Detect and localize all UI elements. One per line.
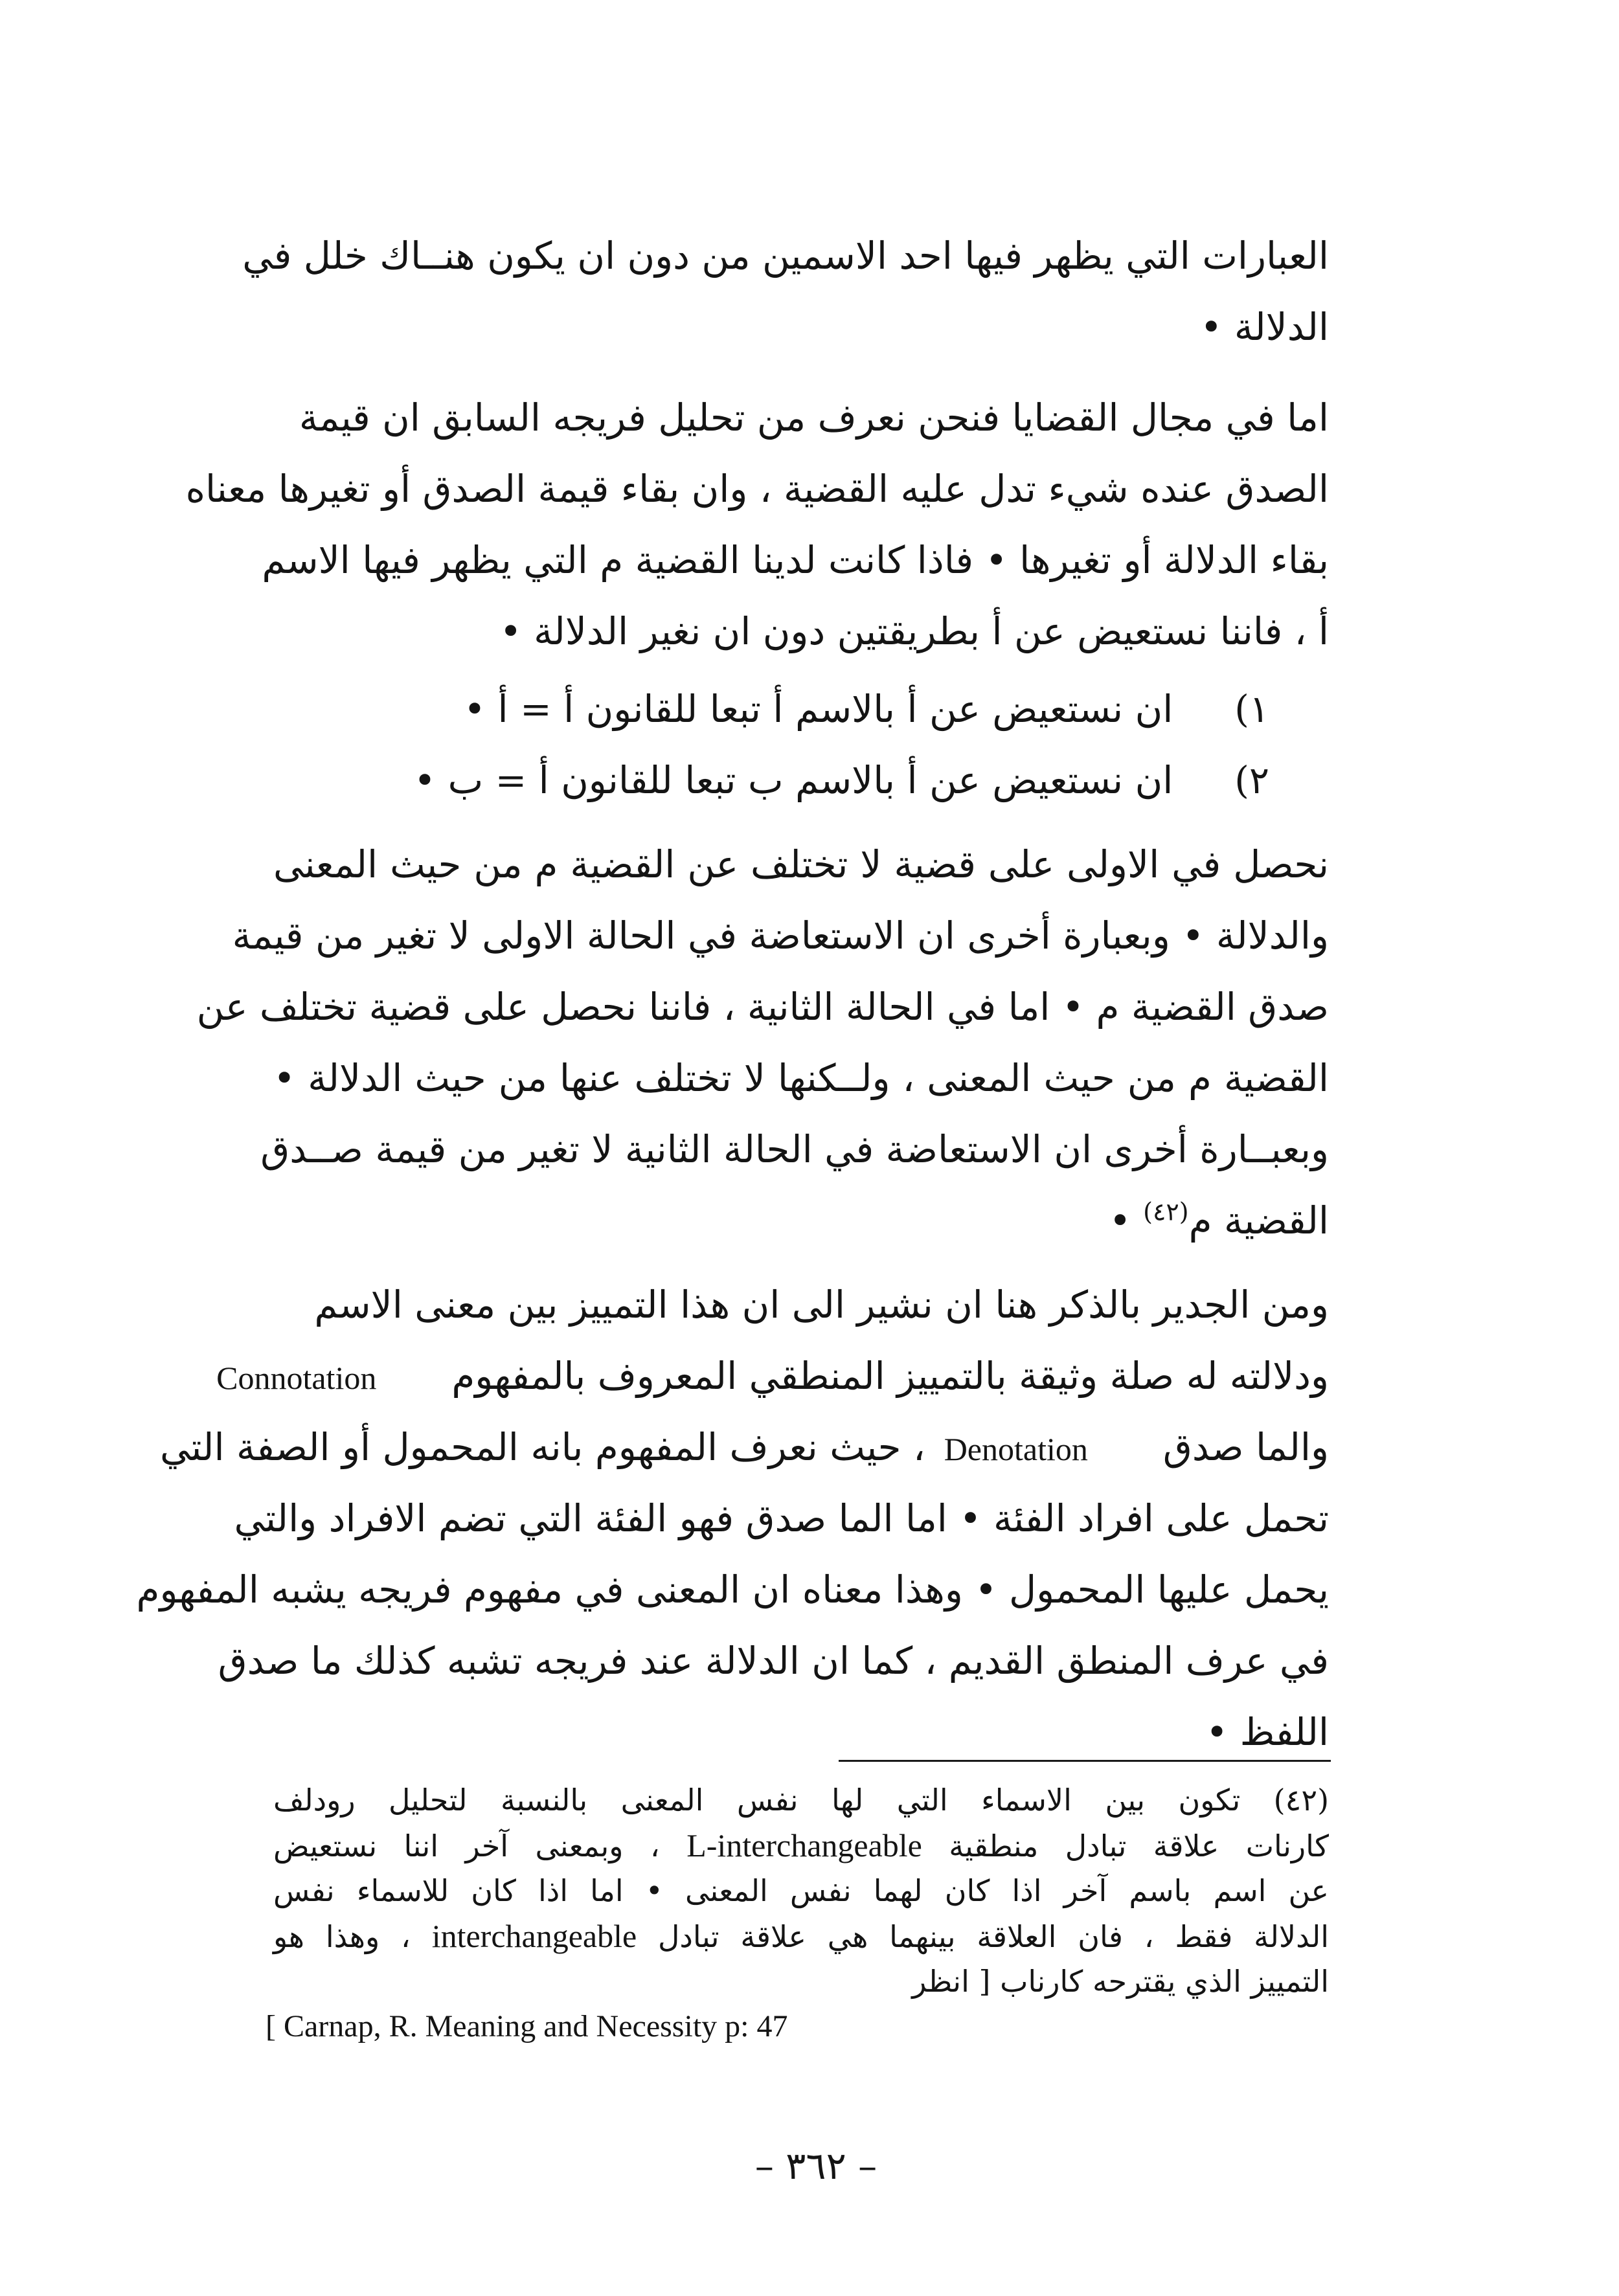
body-line: اللفظ • [1205, 1710, 1329, 1754]
list-marker: ٢) [1234, 758, 1269, 802]
body-line: والدلالة • وبعبارة أخرى ان الاستعاضة في الحالة الاولى لا تغير من قيمة [232, 914, 1329, 958]
body-line: ودلالته له صلة وثيقة بالتمييز المنطقي المعروف بالمفهوم Connotation [216, 1354, 1329, 1398]
body-line: أ ، فاننا نستعيض عن أ بطريقتين دون ان نغير الدلالة • [499, 609, 1329, 653]
footnote-line: الدلالة فقط ، فان العلاقة بينهما هي علاقة تبادل interchangeable ، وهذا هو [273, 1918, 1330, 1954]
body-line: القضية م$^{(٤٢)}$ • [1109, 1197, 1329, 1243]
body-line: بقاء الدلالة أو تغيرها • فاذا كانت لدينا القضية م التي يظهر فيها الاسم [262, 538, 1329, 582]
footnote-line: التمييز الذي يقترحه كارناب [ انظر [912, 1964, 1329, 1999]
footnote-reference: (٤٢) [1143, 1197, 1189, 1226]
body-line: العبارات التي يظهر فيها احد الاسمين من دون ان يكون هنــاك خلل في [242, 234, 1329, 278]
body-line: ومن الجدير بالذكر هنا ان نشير الى ان هذا التمييز بين معنى الاسم [314, 1283, 1329, 1327]
footnote-line: كارنات علاقة تبادل منطقية L-interchangeable ، وبمعنى آخر اننا نستعيض [273, 1827, 1329, 1863]
term-connotation: Connotation [216, 1360, 377, 1396]
list-item [363, 673, 1269, 745]
list-item [363, 745, 1269, 816]
body-line: تحمل على افراد الفئة • اما الما صدق فهو الفئة التي تضم الافراد والتي [234, 1496, 1329, 1540]
body-line: وبعبــارة أخرى ان الاستعاضة في الحالة الثانية لا تغير من قيمة صــدق [260, 1127, 1329, 1171]
body-line: الصدق عنده شيء تدل عليه القضية ، وان بقاء قيمة الصدق أو تغيرها معناه [185, 467, 1329, 511]
footnote-line: (٤٢) تكون بين الاسماء التي لها نفس المعنى بالنسبة لتحليل رودلف [273, 1783, 1330, 1818]
body-line: والما صدق Denotation ، حيث نعرف المفهوم بانه المحمول أو الصفة التي [159, 1425, 1329, 1469]
term-denotation: Denotation [944, 1431, 1088, 1467]
body-line: اما في مجال القضايا فنحن نعرف من تحليل فريجه السابق ان قيمة [299, 396, 1329, 440]
body-line: في عرف المنطق القديم ، كما ان الدلالة عند فريجه تشبه كذلك ما صدق [218, 1639, 1329, 1683]
body-line: القضية م من حيث المعنى ، ولــكنها لا تختلف عنها من حيث الدلالة • [273, 1056, 1329, 1100]
list-text: ان نستعيض عن أ بالاسم ب تبعا للقانون أ = ب • [413, 758, 1173, 802]
footnote-divider [839, 1760, 1331, 1762]
footnote-source: [ Carnap, R. Meaning and Necessity p: 47 [266, 2009, 788, 2043]
footnote-line: عن اسم باسم آخر اذا كان لهما نفس المعنى • اما اذا كان للاسماء نفس [273, 1873, 1329, 1908]
body-line: يحمل عليها المحمول • وهذا معناه ان المعنى في مفهوم فريجه يشبه المفهوم [136, 1568, 1329, 1612]
body-line: الدلالة • [1200, 305, 1329, 349]
term-l-interchangeable: L-interchangeable [686, 1827, 922, 1863]
page-number: – ٣٦٢ – [754, 2144, 877, 2188]
list-text: ان نستعيض عن أ بالاسم أ تبعا للقانون أ = أ • [463, 687, 1173, 731]
body-line: نحصل في الاولى على قضية لا تختلف عن القضية م من حيث المعنى [273, 842, 1329, 886]
term-interchangeable: interchangeable [431, 1918, 637, 1954]
list-marker: ١) [1234, 687, 1269, 731]
body-line: صدق القضية م • اما في الحالة الثانية ، فاننا نحصل على قضية تختلف عن [196, 985, 1329, 1029]
